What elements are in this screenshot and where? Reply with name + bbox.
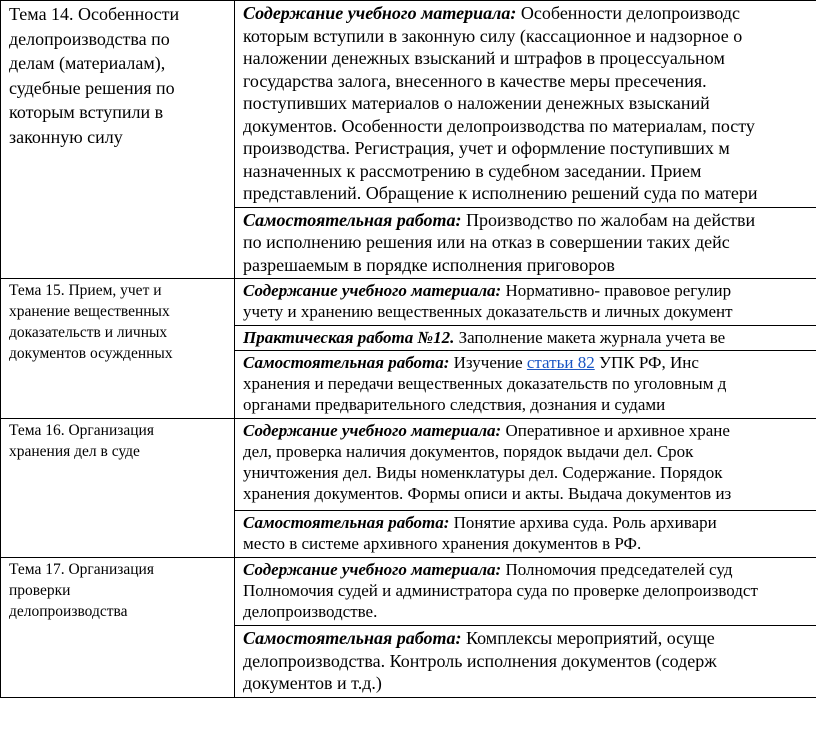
practical-work-cell [235,326,816,351]
section-label: Практическая работа №12. [243,328,455,347]
content-text: Нормативно- правовое регулир [501,281,732,300]
content-line: хранения документов. Формы описи и акты. Выдача документов из [243,484,732,503]
topic-line: Тема 17. Организация [9,561,154,578]
content-text: Изучение [449,353,527,372]
content-line: учету и хранению вещественных доказательств и личных документ [243,302,733,321]
independent-work-cell [235,207,816,279]
topic-cell [1,419,235,558]
content-line: делопроизводства. Контроль исполнения документов (содерж [243,650,717,671]
content-line: наложении денежных взысканий и штрафов в процессуальном [243,48,725,68]
independent-work-cell [235,626,816,698]
topic-line: проверки [9,582,71,599]
section-label: Самостоятельная работа: [243,353,450,372]
section-label: Самостоятельная работа: [243,209,462,230]
article-82-link[interactable]: статьи 82 [526,353,595,372]
topic-line: делопроизводства по [9,28,170,49]
section-label: Содержание учебного материала: [243,421,502,440]
content-line: хранения и передачи вещественных доказательств по уголовным д [243,374,727,393]
table-row [1,419,816,511]
topic-line: делам (материалам), [9,53,166,73]
section-label: Самостоятельная работа: [243,628,462,648]
topic-line: хранения дел в суде [9,443,140,460]
content-line: Полномочия судей и администратора суда по проверке делопроизводст [243,581,758,600]
section-label: Содержание учебного материала: [243,281,502,300]
content-cell [235,419,816,511]
content-text: Оперативное и архивное хране [501,421,730,440]
content-line: назначенных к рассмотрению в судебном заседании. Прием [243,160,702,181]
content-line: делопроизводстве. [243,602,378,621]
topic-line: Тема 16. Организация [9,422,154,439]
topic-line: которым вступили в [9,102,164,122]
content-cell [235,279,816,326]
topic-line: законную силу [9,126,123,147]
content-line: государства залога, внесенного в качестве меры пресечения. [243,70,707,91]
section-label: Содержание учебного материала: [243,560,502,579]
topic-line: хранение вещественных [9,303,170,320]
content-line: которым вступили в законную силу (кассационное и надзорное о [243,25,743,46]
topic-line: делопроизводства [9,603,128,620]
topic-line: документов осужденных [9,345,173,362]
content-line: дел, проверка наличия документов, порядок выдачи дел. Срок [243,442,694,461]
content-line: по исполнению решения или на отказ в совершении таких дейс [243,232,730,252]
content-cell [235,558,816,626]
independent-work-cell [235,351,816,419]
content-line: уничтожения дел. Виды номенклатуры дел. Содержание. Порядок [243,463,723,482]
content-text: Особенности делопроизводс [516,3,741,23]
topic-cell [1,558,235,698]
independent-work-cell [235,511,816,558]
content-text: Полномочия председателей суд [501,560,733,579]
section-label: Содержание учебного материала: [243,3,517,23]
topic-line: судебные решения по [9,77,175,98]
table-row [1,558,816,626]
content-text: Понятие архива суда. Роль архивари [449,513,717,532]
section-label: Самостоятельная работа: [243,513,450,532]
table-row [1,1,816,208]
content-line: разрешаемым в порядке исполнения приговоров [243,254,615,275]
content-text: Комплексы мероприятий, осуще [461,628,715,648]
topic-line: Тема 15. Прием, учет и [9,282,162,299]
topic-cell [1,1,235,279]
topic-line: доказательств и личных [9,324,168,341]
content-line: представлений. Обращение к исполнению решений суда по матери [243,183,758,203]
content-cell [235,1,816,208]
content-text: УПК РФ, Инс [594,353,699,372]
topic-cell [1,279,235,419]
table-row [1,279,816,326]
content-line: документов. Особенности делопроизводства по материалам, посту [243,115,755,136]
content-text: Производство по жалобам на действи [461,209,756,230]
content-text: Заполнение макета журнала учета ве [454,328,726,347]
content-line: органами предварительного следствия, дознания и судами [243,395,666,414]
content-line: место в системе архивного хранения документов в РФ. [243,534,642,553]
content-line: производства. Регистрация, учет и оформление поступивших м [243,138,730,158]
topic-line: Тема 14. Особенности [9,4,180,24]
content-line: документов и т.д.) [243,673,382,693]
content-line: поступивших материалов о наложении денежных взысканий [243,93,710,113]
